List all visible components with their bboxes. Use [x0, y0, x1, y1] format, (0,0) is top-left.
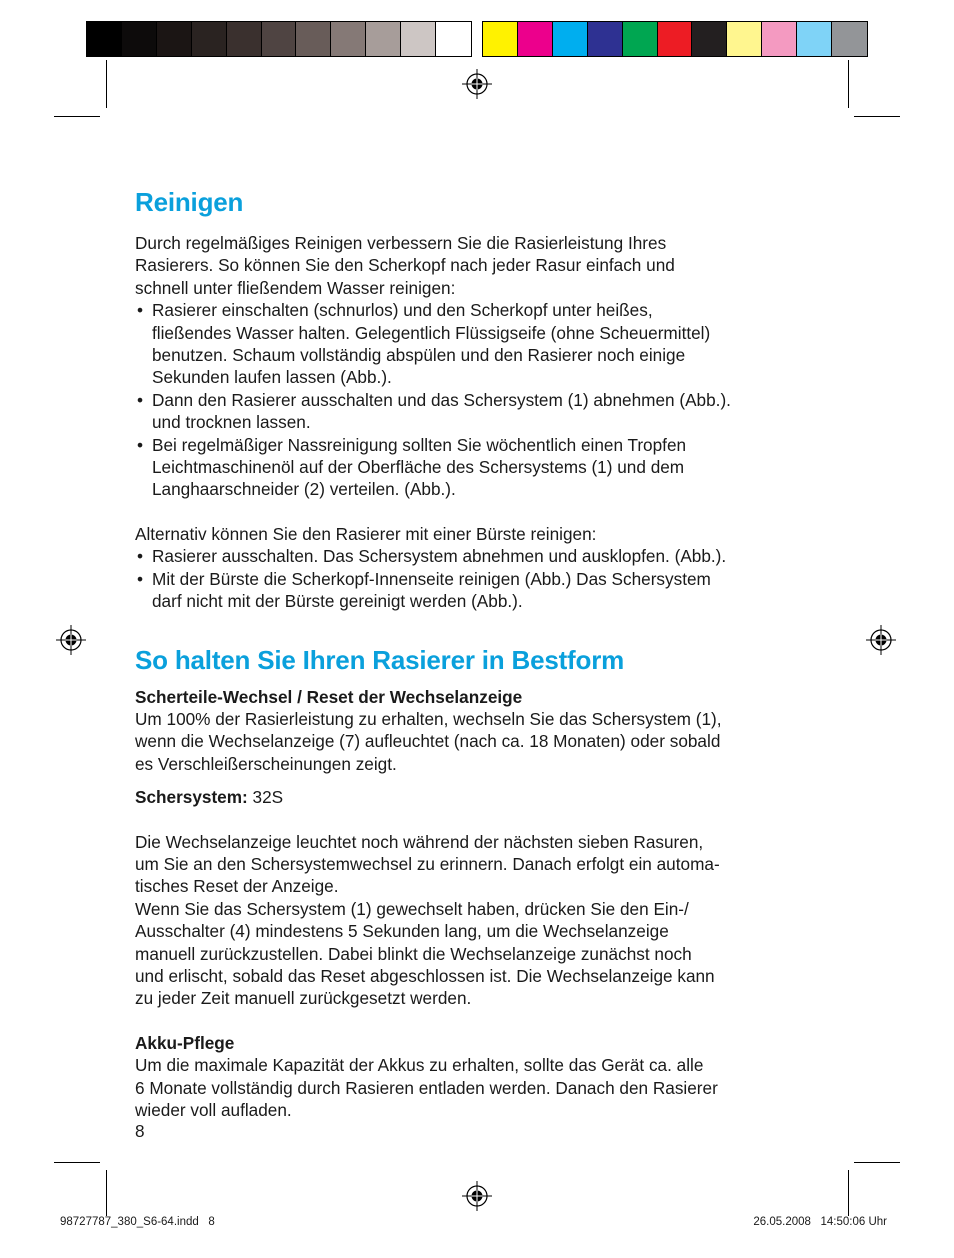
- color-swatch: [401, 22, 436, 56]
- text-line: Rasierer einschalten (schnurlos) und den Scherkopf unter heißes,: [152, 300, 653, 321]
- color-swatch: [331, 22, 366, 56]
- text-line: schnell unter fließendem Wasser reinigen:: [135, 277, 456, 298]
- cleaning-steps-list: [135, 299, 825, 501]
- list-item: [135, 389, 825, 434]
- text-line: benutzen. Schaum vollständig abspülen und den Rasierer noch einige: [152, 345, 686, 366]
- crop-mark: [54, 116, 100, 117]
- text-line: Rasierer ausschalten. Das Schersystem abnehmen und ausklopfen. (Abb.).: [152, 546, 727, 567]
- intro-paragraph: [135, 232, 825, 299]
- text-line: Um die maximale Kapazität der Akkus zu erhalten, sollte das Gerät ca. alle: [135, 1055, 704, 1076]
- page-number: 8: [135, 1121, 145, 1141]
- color-swatch: [366, 22, 401, 56]
- text-line: und trocknen lassen.: [152, 412, 311, 433]
- text-line: wieder voll aufladen.: [135, 1100, 292, 1120]
- text-line: Mit der Bürste die Scherkopf-Innenseite reinigen (Abb.) Das Schersystem: [152, 568, 711, 589]
- color-swatch: [157, 22, 192, 56]
- color-swatch: [727, 22, 762, 56]
- color-swatch: [762, 22, 797, 56]
- slug-timestamp: 26.05.2008 14:50:06 Uhr: [753, 1216, 887, 1228]
- text-line: Bei regelmäßiger Nassreinigung sollten Sie wöchentlich einen Tropfen: [152, 434, 687, 455]
- crop-mark: [854, 1162, 900, 1163]
- slug-file-info: 98727787_380_S6-64.indd 8: [60, 1216, 215, 1228]
- process-color-bar: [482, 21, 868, 57]
- text-line: Durch regelmäßiges Reinigen verbessern Sie die Rasierleistung Ihres: [135, 233, 667, 253]
- akku-paragraph: [135, 1054, 825, 1121]
- text-line: manuell zurückzustellen. Dabei blinkt die Wechselanzeige zunächst noch: [135, 943, 692, 964]
- list-item: [135, 299, 825, 389]
- registration-mark-icon: [56, 625, 86, 655]
- schersystem-label: Schersystem:: [135, 787, 248, 808]
- crop-mark: [106, 1170, 107, 1216]
- color-swatch: [87, 22, 122, 56]
- registration-mark-icon: [866, 625, 896, 655]
- schersystem-value: 32S: [247, 787, 284, 808]
- wechselanzeige-paragraph: [135, 831, 825, 1010]
- crop-mark: [54, 1162, 100, 1163]
- text-line: Dann den Rasierer ausschalten und das Schersystem (1) abnehmen (Abb.).: [152, 389, 731, 410]
- color-swatch: [623, 22, 658, 56]
- text-line: fließendes Wasser halten. Gelegentlich Flüssigseife (ohne Scheuermittel): [152, 322, 711, 343]
- text-line: wenn die Wechselanzeige (7) aufleuchtet (nach ca. 18 Monaten) oder sobald: [135, 731, 721, 752]
- text-line: Ausschalter (4) mindestens 5 Sekunden lang, um die Wechselanzeige: [135, 921, 669, 942]
- list-item: [135, 568, 825, 613]
- color-swatch: [797, 22, 832, 56]
- registration-mark-icon: [462, 69, 492, 99]
- crop-mark: [848, 1170, 849, 1216]
- crop-mark: [854, 116, 900, 117]
- text-line: es Verschleißerscheinungen zeigt.: [135, 753, 397, 774]
- color-swatch: [483, 22, 518, 56]
- color-swatch: [192, 22, 227, 56]
- subheading-akku-pflege: Akku-Pflege: [135, 1032, 235, 1053]
- text-line: Wenn Sie das Schersystem (1) gewechselt haben, drücken Sie den Ein-/: [135, 898, 689, 919]
- text-line: Rasierers. So können Sie den Scherkopf nach jeder Rasur einfach und: [135, 255, 675, 276]
- brush-steps-list: [135, 545, 825, 612]
- text-line: Sekunden laufen lassen (Abb.).: [152, 367, 392, 388]
- text-line: Um 100% der Rasierleistung zu erhalten, wechseln Sie das Schersystem (1),: [135, 708, 722, 729]
- color-swatch: [262, 22, 297, 56]
- crop-mark: [848, 60, 849, 108]
- color-swatch: [832, 22, 867, 56]
- page-content: [135, 186, 825, 1121]
- registration-mark-icon: [462, 1181, 492, 1211]
- text-line: um Sie an den Schersystemwechsel zu erinnern. Danach erfolgt ein automa-: [135, 853, 720, 874]
- section-heading-bestform: So halten Sie Ihren Rasierer in Bestform: [135, 644, 625, 675]
- text-line: darf nicht mit der Bürste gereinigt werden (Abb.).: [152, 591, 523, 612]
- color-swatch: [122, 22, 157, 56]
- text-line: Langhaarschneider (2) verteilen. (Abb.).: [152, 479, 456, 500]
- color-swatch: [296, 22, 331, 56]
- list-item: [135, 434, 825, 501]
- text-line: 6 Monate vollständig durch Rasieren entladen werden. Danach den Rasierer: [135, 1077, 718, 1098]
- color-swatch: [588, 22, 623, 56]
- subheading-scherteile-wechsel: Scherteile-Wechsel / Reset der Wechselanzeige: [135, 686, 523, 707]
- text-line: Die Wechselanzeige leuchtet noch während der nächsten sieben Rasuren,: [135, 831, 704, 852]
- text-line: Leichtmaschinenöl auf der Oberfläche des Schersystems (1) und dem: [152, 457, 685, 478]
- text-line: und erlischt, sobald das Reset abgeschlossen ist. Die Wechselanzeige kann: [135, 965, 715, 986]
- crop-mark: [106, 60, 107, 108]
- text-line: zu jeder Zeit manuell zurückgesetzt werden.: [135, 988, 472, 1009]
- color-swatch: [518, 22, 553, 56]
- alternative-intro: Alternativ können Sie den Rasierer mit einer Bürste reinigen:: [135, 523, 597, 544]
- text-line: tisches Reset der Anzeige.: [135, 876, 339, 897]
- color-swatch: [658, 22, 693, 56]
- color-swatch: [553, 22, 588, 56]
- schersystem-line: [135, 786, 825, 808]
- color-swatch: [436, 22, 471, 56]
- grayscale-color-bar: [86, 21, 472, 57]
- color-swatch: [227, 22, 262, 56]
- list-item: [135, 545, 825, 567]
- color-swatch: [692, 22, 727, 56]
- scherteile-paragraph: [135, 708, 825, 775]
- section-heading-reinigen: Reinigen: [135, 187, 244, 217]
